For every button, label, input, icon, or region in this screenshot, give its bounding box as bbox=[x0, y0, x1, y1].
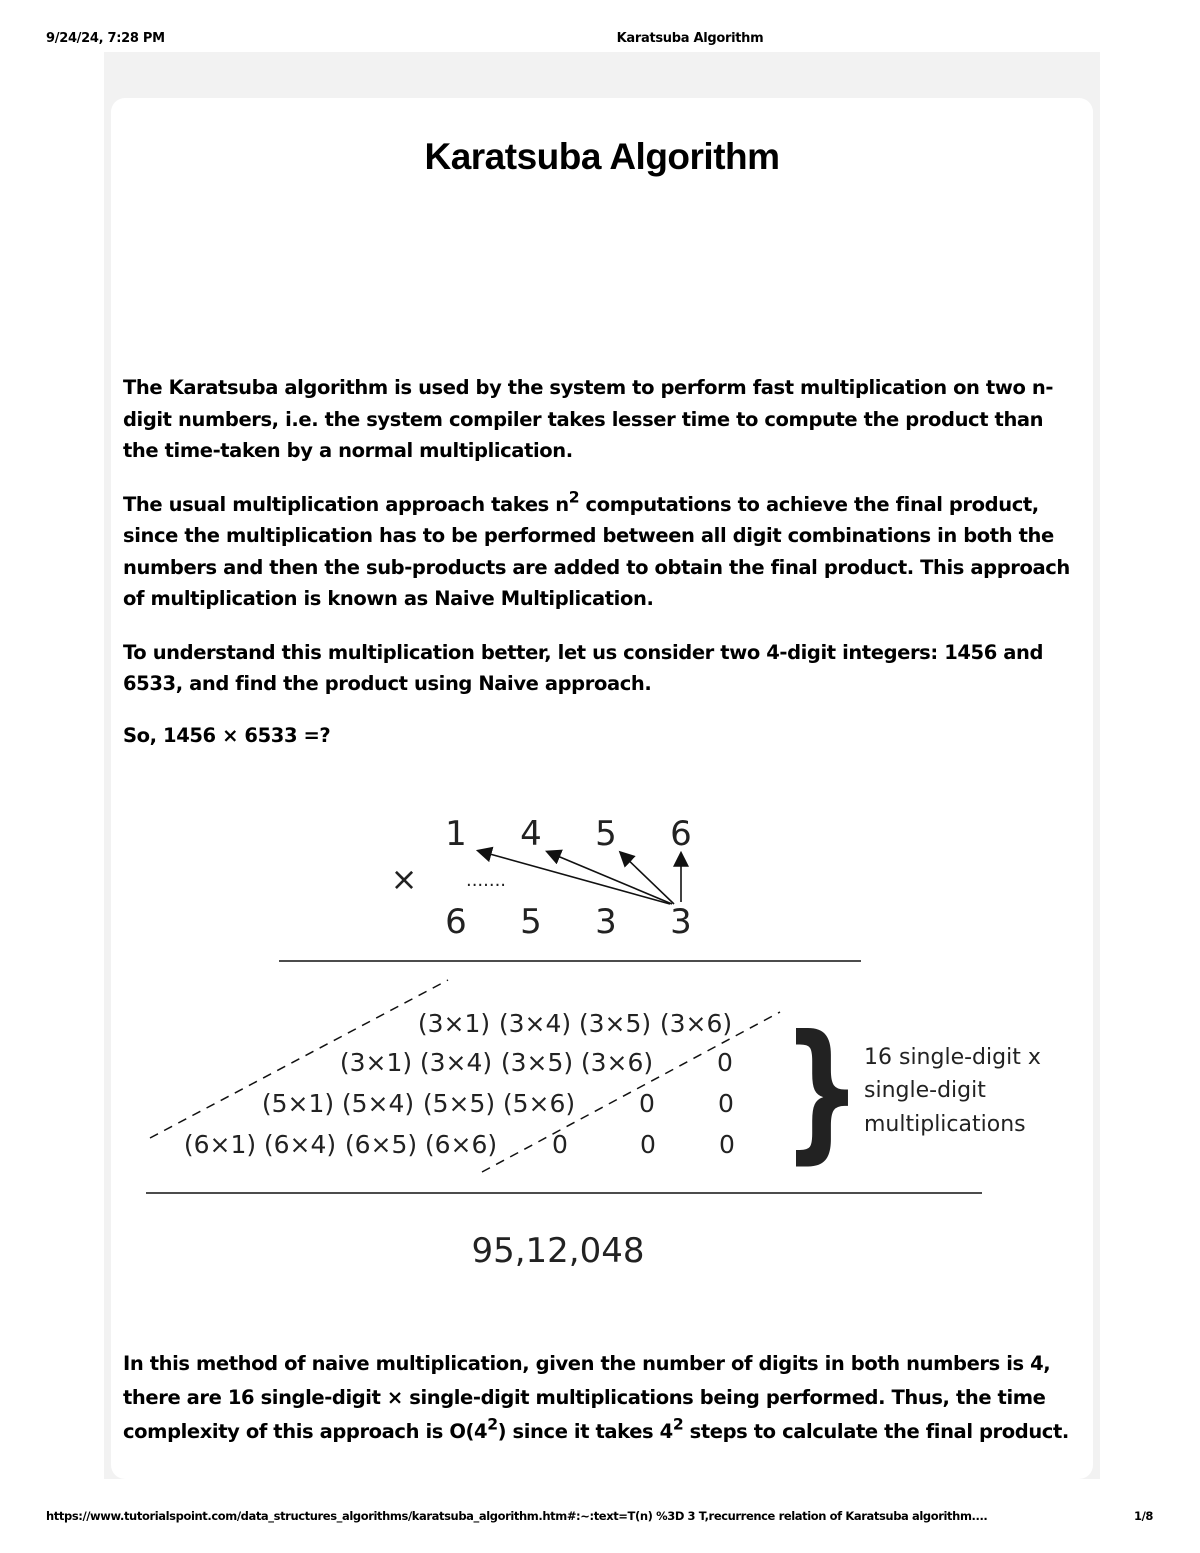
partial-row bbox=[340, 1048, 733, 1077]
times-sign: × bbox=[390, 860, 418, 898]
product-term: (6×5) bbox=[344, 1130, 418, 1159]
digit: 5 bbox=[595, 814, 617, 854]
paragraph-naive bbox=[123, 489, 1083, 615]
text: is used by the system to perform fast multiplication on two n-digit numbers, i.e. the system compiler takes lesser time to compute the product than the time-taken by a normal multiplication. bbox=[123, 376, 1054, 462]
brace-label-line: 16 single-digit x bbox=[864, 1045, 1041, 1070]
text: To understand this multiplication better, let us consider two 4-digit integers: bbox=[123, 640, 945, 664]
product-term: (3×6) bbox=[659, 1009, 733, 1038]
zero-pad: 0 bbox=[552, 1130, 568, 1159]
zero-pad: 0 bbox=[717, 1048, 733, 1077]
arrow bbox=[479, 851, 670, 904]
product-term: (6×4) bbox=[263, 1130, 337, 1159]
multiplication-arrows bbox=[479, 851, 681, 904]
zero-pad: 0 bbox=[719, 1130, 735, 1159]
brace-label bbox=[864, 1045, 1041, 1137]
bold-expression: 1456 × 6533 =? bbox=[163, 723, 331, 747]
paragraph-complexity bbox=[123, 1347, 1083, 1449]
product-term: (3×4) bbox=[498, 1009, 572, 1038]
brace-label-line: single-digit bbox=[864, 1078, 986, 1103]
paragraph-question bbox=[123, 720, 1083, 752]
partial-row bbox=[184, 1130, 735, 1159]
multiplicand-digits bbox=[445, 814, 692, 854]
print-header-datetime: 9/24/24, 7:28 PM bbox=[46, 31, 165, 46]
superscript: 2 bbox=[672, 1415, 684, 1434]
zero-pad: 0 bbox=[640, 1130, 656, 1159]
text: So, bbox=[123, 723, 164, 747]
text: ) since it takes 4 bbox=[497, 1420, 673, 1443]
digit: 3 bbox=[670, 902, 692, 942]
product-term: (3×6) bbox=[580, 1048, 654, 1077]
digit: 3 bbox=[595, 902, 617, 942]
paragraph-example bbox=[123, 637, 1083, 700]
partial-products bbox=[184, 1009, 735, 1159]
product-term: (6×6) bbox=[424, 1130, 498, 1159]
zero-pad: 0 bbox=[639, 1089, 655, 1118]
brace-label-line: multiplications bbox=[864, 1112, 1026, 1137]
curly-brace: } bbox=[781, 1003, 863, 1179]
product-term: (5×6) bbox=[502, 1089, 576, 1118]
print-footer-page-number: 1/8 bbox=[1134, 1509, 1154, 1523]
text: . bbox=[646, 587, 654, 610]
article-body bbox=[123, 372, 1083, 773]
print-header-title: Karatsuba Algorithm bbox=[616, 31, 764, 46]
article-title: Karatsuba Algorithm bbox=[424, 136, 780, 177]
text: The usual multiplication approach takes n bbox=[123, 492, 569, 516]
bold-term: Karatsuba algorithm bbox=[168, 376, 388, 399]
product-term: (3×1) bbox=[339, 1048, 413, 1077]
ellipsis-dots: ....... bbox=[465, 870, 507, 891]
product-term: (3×5) bbox=[500, 1048, 574, 1077]
digit: 5 bbox=[520, 902, 542, 942]
digit: 6 bbox=[670, 814, 692, 854]
arrow bbox=[548, 852, 672, 904]
naive-multiplication-diagram bbox=[0, 790, 1200, 1290]
final-product: 95,12,048 bbox=[471, 1231, 645, 1271]
digit: 4 bbox=[520, 814, 542, 854]
bold-term: Naive Multiplication bbox=[434, 587, 647, 610]
text: In this method of naive multiplication, given the number of digits in both numbers is 4, there are 16 single-digit × single-digit multiplications being performed. Thus, the time complexity of this approach is O(4 bbox=[123, 1352, 1051, 1443]
arrow bbox=[621, 853, 674, 904]
superscript: 2 bbox=[487, 1415, 498, 1434]
superscript: 2 bbox=[568, 487, 580, 506]
product-term: (3×1) bbox=[417, 1009, 491, 1038]
bold-number: 1456 bbox=[944, 640, 997, 664]
product-term: (3×5) bbox=[578, 1009, 652, 1038]
product-term: (3×4) bbox=[419, 1048, 493, 1077]
product-term: (5×5) bbox=[422, 1089, 496, 1118]
text: computations to achieve the final product, since the multiplication has to be performed between all digit combinations in both the numbers and then the sub-products are added to obtain the final product. This approach of multiplication is known as bbox=[123, 492, 1070, 610]
partial-row bbox=[418, 1009, 732, 1038]
text: , and find the product using Naive approach. bbox=[175, 672, 652, 695]
paragraph-intro bbox=[123, 372, 1083, 467]
partial-row bbox=[262, 1089, 734, 1118]
digit: 1 bbox=[445, 814, 467, 854]
text: The bbox=[123, 376, 169, 399]
text: steps to calculate the final product. bbox=[683, 1420, 1069, 1443]
print-footer-url: https://www.tutorialspoint.com/data_structures_algorithms/karatsuba_algorithm.htm#:~:text=T(n) %3D 3 T,recurrence relation of Karatsuba algorithm.... bbox=[46, 1509, 988, 1523]
text: and bbox=[996, 640, 1044, 664]
product-term: (6×1) bbox=[183, 1130, 257, 1159]
product-term: (5×4) bbox=[341, 1089, 415, 1118]
bold-number: 6533 bbox=[123, 672, 176, 695]
multiplier-digits bbox=[445, 902, 692, 942]
digit: 6 bbox=[445, 902, 467, 942]
zero-pad: 0 bbox=[718, 1089, 734, 1118]
product-term: (5×1) bbox=[261, 1089, 335, 1118]
